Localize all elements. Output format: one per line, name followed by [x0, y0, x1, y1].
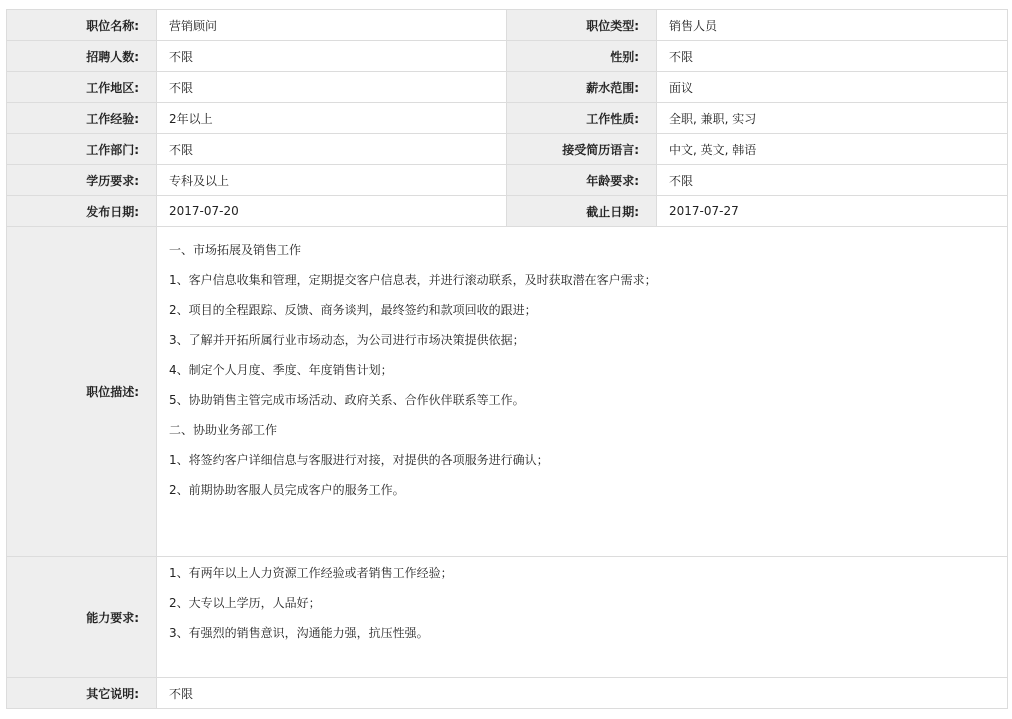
value-resume-language: 中文, 英文, 韩语 [657, 134, 1008, 165]
requirement-line: 1、有两年以上人力资源工作经验或者销售工作经验； [169, 566, 453, 580]
value-location: 不限 [157, 72, 507, 103]
label-salary: 薪水范围: [507, 72, 657, 103]
label-description: 职位描述: [7, 227, 157, 557]
row-experience [7, 103, 1008, 134]
requirement-line: 3、有强烈的销售意识，沟通能力强，抗压性强。 [169, 626, 429, 640]
description-line: 2、项目的全程跟踪、反馈、商务谈判，最终签约和款项回收的跟进； [169, 303, 537, 317]
label-publish-date: 发布日期: [7, 196, 157, 227]
label-age: 年龄要求: [507, 165, 657, 196]
value-headcount: 不限 [157, 41, 507, 72]
description-line: 二、协助业务部工作 [169, 423, 278, 437]
value-job-nature: 全职, 兼职, 实习 [657, 103, 1008, 134]
description-content [157, 227, 1008, 557]
description-line: 2、前期协助客服人员完成客户的服务工作。 [169, 483, 405, 497]
row-headcount [7, 41, 1008, 72]
label-position-type: 职位类型: [507, 10, 657, 41]
label-job-nature: 工作性质: [507, 103, 657, 134]
description-line: 1、客户信息收集和管理，定期提交客户信息表，并进行滚动联系，及时获取潜在客户需求； [169, 273, 657, 287]
value-experience: 2年以上 [157, 103, 507, 134]
label-deadline: 截止日期: [507, 196, 657, 227]
value-education: 专科及以上 [157, 165, 507, 196]
value-publish-date: 2017-07-20 [157, 196, 507, 227]
value-department: 不限 [157, 134, 507, 165]
row-department [7, 134, 1008, 165]
value-salary: 面议 [657, 72, 1008, 103]
requirements-content [157, 557, 1008, 678]
label-requirements: 能力要求: [7, 557, 157, 678]
row-dates [7, 196, 1008, 227]
row-location [7, 72, 1008, 103]
row-education [7, 165, 1008, 196]
description-line: 一、市场拓展及销售工作 [169, 243, 302, 257]
label-resume-language: 接受简历语言: [507, 134, 657, 165]
description-line: 5、协助销售主管完成市场活动、政府关系、合作伙伴联系等工作。 [169, 393, 525, 407]
label-education: 学历要求: [7, 165, 157, 196]
row-other-notes [7, 678, 1008, 709]
row-position-name [7, 10, 1008, 41]
value-age: 不限 [657, 165, 1008, 196]
label-experience: 工作经验: [7, 103, 157, 134]
description-line: 4、制定个人月度、季度、年度销售计划； [169, 363, 393, 377]
label-gender: 性别: [507, 41, 657, 72]
requirement-line: 2、大专以上学历，人品好； [169, 596, 321, 610]
row-requirements [7, 557, 1008, 678]
job-detail-table [6, 9, 1008, 709]
value-position-name: 营销顾问 [157, 10, 507, 41]
value-deadline: 2017-07-27 [657, 196, 1008, 227]
value-position-type: 销售人员 [657, 10, 1008, 41]
row-description [7, 227, 1008, 557]
label-position-name: 职位名称: [7, 10, 157, 41]
label-location: 工作地区: [7, 72, 157, 103]
value-gender: 不限 [657, 41, 1008, 72]
description-line: 3、了解并开拓所属行业市场动态，为公司进行市场决策提供依据； [169, 333, 525, 347]
value-other-notes: 不限 [157, 678, 1008, 709]
label-other-notes: 其它说明: [7, 678, 157, 709]
description-line: 1、将签约客户详细信息与客服进行对接，对提供的各项服务进行确认； [169, 453, 549, 467]
label-headcount: 招聘人数: [7, 41, 157, 72]
label-department: 工作部门: [7, 134, 157, 165]
